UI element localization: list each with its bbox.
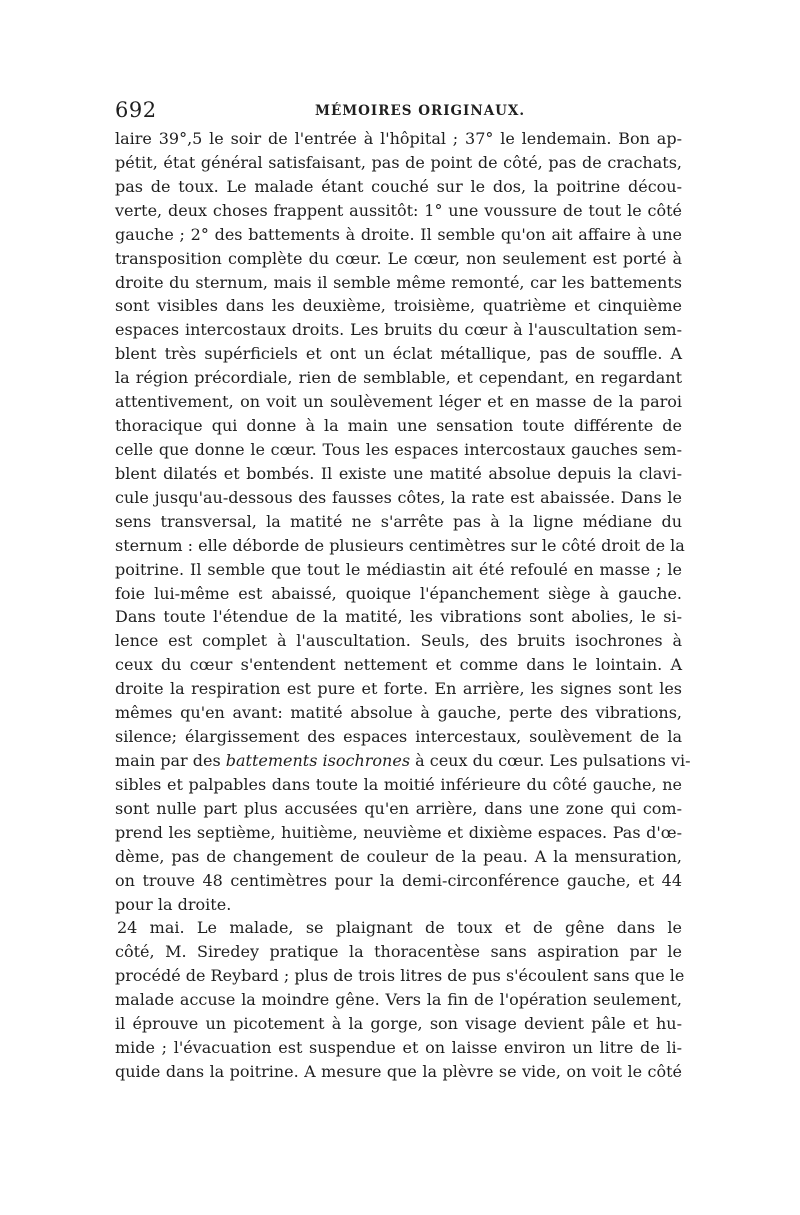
running-head: MÉMOIRES ORIGINAUX.	[315, 103, 526, 119]
text-line: cule jusqu'au-dessous des fausses côtes, la rate est abaissée. Dans le	[115, 487, 682, 507]
text-line: foie lui-même est abaissé, quoique l'épanchement siège à gauche.	[115, 583, 682, 603]
text-line: silence; élargissement des espaces intercestaux, soulèvement de la	[115, 727, 682, 747]
page-header	[115, 98, 695, 126]
page-number: 692	[115, 98, 157, 122]
text-fragment: à ceux du cœur. Les pulsations vi-	[410, 750, 691, 770]
text-line: côté, M. Siredey pratique la thoracentèse sans aspiration par le	[115, 942, 682, 962]
text-line: dème, pas de changement de couleur de la peau. A la mensuration,	[115, 846, 682, 866]
text-line: sens transversal, la matité ne s'arrête pas à la ligne médiane du	[115, 511, 682, 531]
text-line: malade accuse la moindre gêne. Vers la fin de l'opération seulement,	[115, 990, 682, 1010]
text-line: il éprouve un picotement à la gorge, son visage devient pâle et hu-	[115, 1014, 682, 1034]
text-line: prend les septième, huitième, neuvième et dixième espaces. Pas d'œ-	[115, 822, 682, 842]
text-line: sont nulle part plus accusées qu'en arrière, dans une zone qui com-	[115, 798, 682, 818]
text-line: verte, deux choses frappent aussitôt: 1° une voussure de tout le côté	[115, 200, 682, 220]
text-line: sternum : elle déborde de plusieurs centimètres sur le côté droit de la	[115, 535, 685, 555]
text-line: laire 39°,5 le soir de l'entrée à l'hôpital ; 37° le lendemain. Bon ap-	[115, 129, 682, 148]
text-line: sont visibles dans les deuxième, troisième, quatrième et cinquième	[115, 296, 682, 316]
body-text	[115, 127, 691, 1084]
text-line: sibles et palpables dans toute la moitié inférieure du côté gauche, ne	[115, 774, 682, 794]
text-line: espaces intercostaux droits. Les bruits du cœur à l'auscultation sem-	[115, 320, 682, 340]
text-line: gauche ; 2° des battements à droite. Il semble qu'on ait affaire à une	[115, 224, 682, 244]
text-line: celle que donne le cœur. Tous les espaces intercostaux gauches sem-	[115, 439, 682, 459]
text-line: blent dilatés et bombés. Il existe une matité absolue depuis la clavi-	[115, 463, 682, 483]
text-line: la région précordiale, rien de semblable, et cependant, en regardant	[115, 368, 682, 388]
text-line: pétit, état général satisfaisant, pas de point de côté, pas de crachats,	[115, 152, 682, 172]
text-line: procédé de Reybard ; plus de trois litres de pus s'écoulent sans que le	[115, 966, 685, 986]
text-line: thoracique qui donne à la main une sensation toute différente de	[115, 416, 682, 436]
text-line-mixed	[115, 749, 691, 773]
text-line: lence est complet à l'auscultation. Seuls, des bruits isochrones à	[115, 631, 682, 651]
text-line: blent très supérficiels et ont un éclat métallique, pas de souffle. A	[115, 344, 682, 364]
text-line: mide ; l'évacuation est suspendue et on laisse environ un litre de li-	[115, 1038, 682, 1058]
text-line: on trouve 48 centimètres pour la demi-circonférence gauche, et 44	[115, 870, 682, 890]
text-line: quide dans la poitrine. A mesure que la plèvre se vide, on voit le côté	[115, 1061, 682, 1081]
text-line: poitrine. Il semble que tout le médiastin ait été refoulé en masse ; le	[115, 559, 682, 579]
text-fragment: main par des	[115, 750, 221, 770]
italic-phrase: battements isochrones	[225, 750, 411, 770]
text-line: attentivement, on voit un soulèvement léger et en masse de la paroi	[115, 392, 682, 412]
text-line: ceux du cœur s'entendent nettement et comme dans le lointain. A	[115, 655, 682, 675]
text-line: transposition complète du cœur. Le cœur, non seulement est porté à	[115, 248, 682, 268]
text-line: mêmes qu'en avant: matité absolue à gauche, perte des vibrations,	[115, 703, 682, 723]
text-line: droite du sternum, mais il semble même remonté, car les battements	[115, 272, 682, 292]
text-line: droite la respiration est pure et forte. En arrière, les signes sont les	[115, 679, 682, 699]
text-line: pour la droite.	[115, 894, 232, 914]
text-line: Dans toute l'étendue de la matité, les vibrations sont abolies, le si-	[115, 607, 682, 627]
text-line: pas de toux. Le malade étant couché sur le dos, la poitrine décou-	[115, 176, 682, 196]
text-line: 24 mai. Le malade, se plaignant de toux et de gêne dans le	[117, 918, 682, 938]
